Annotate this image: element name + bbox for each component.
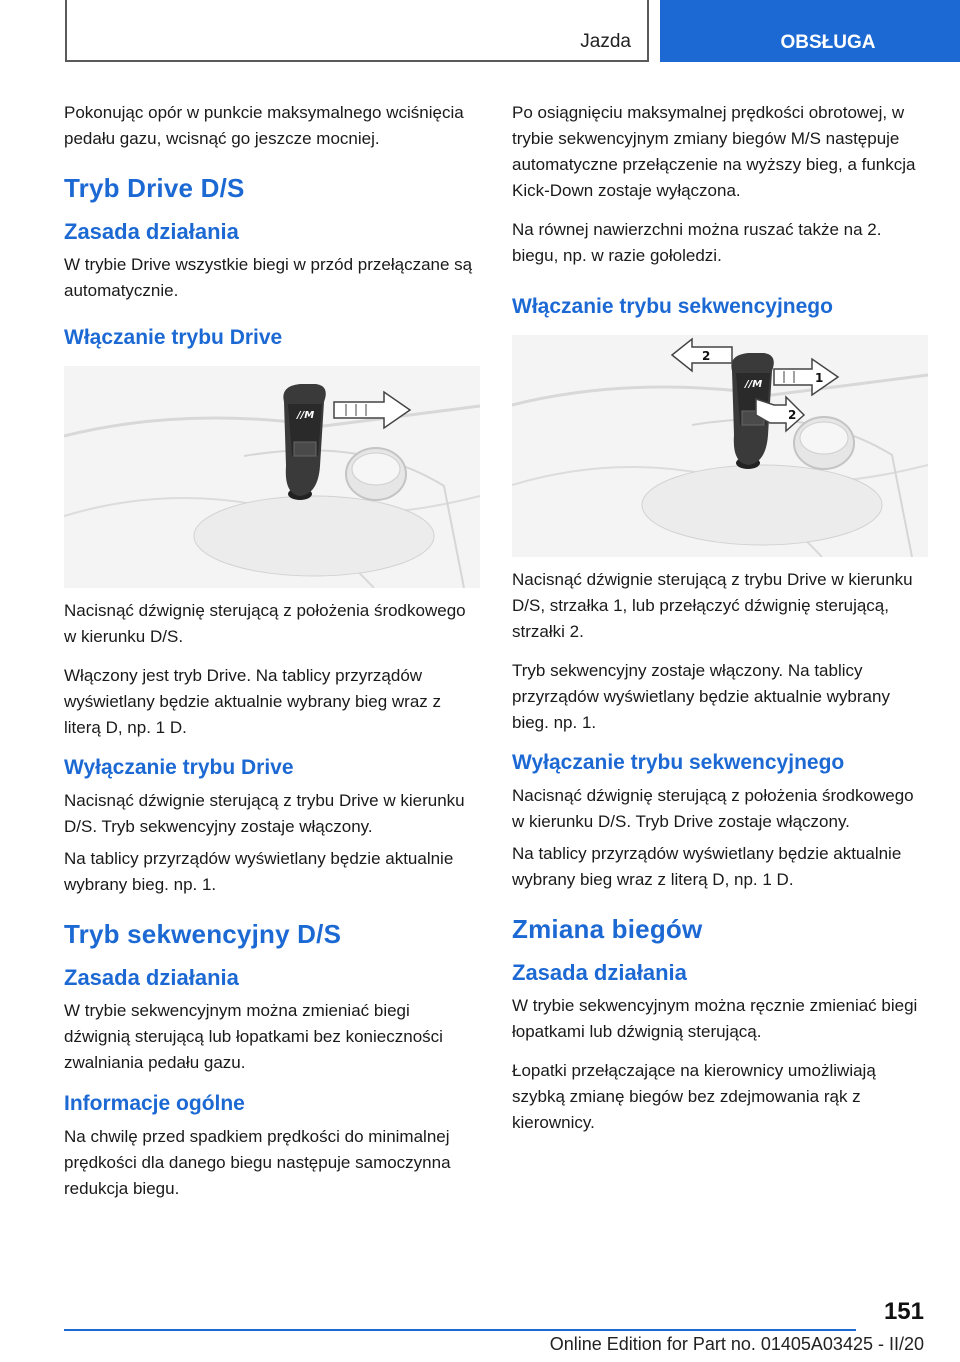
chapter-tab [660, 0, 960, 62]
page-number: 151 [883, 1298, 924, 1325]
paragraph: Na tablicy przyrządów wyświetlany będzie aktualnie wybrany bieg wraz z literą D, np. 1 D. [512, 844, 902, 889]
heading-principle: Zasada działania [64, 219, 239, 244]
paragraph: Nacisnąć dźwignie sterującą z trybu Drive w kierunku D/S, strzałka 1, lub przełączyć dźwignię sterującą, strzałki 2. [512, 570, 913, 641]
paragraph: W trybie sekwencyjnym można zmieniać biegi dźwignią sterującą lub łopatkami bez konieczności zwalniania pedału gazu. [64, 1001, 443, 1072]
footer-divider [64, 1329, 856, 1331]
paragraph: Na chwilę przed spadkiem prędkości do minimalnej prędkości dla danego biegu następuje samoczynna redukcja biegu. [64, 1127, 451, 1198]
heading-sequential-mode: Tryb sekwencyjny D/S [64, 919, 342, 949]
heading-gear-change: Zmiana biegów [512, 914, 703, 944]
heading-principle: Zasada działania [64, 965, 239, 990]
arrow-label-down: 2 [788, 408, 797, 422]
paragraph: Na tablicy przyrządów wyświetlany będzie aktualnie wybrany bieg. np. 1. [64, 849, 454, 894]
paragraph: Na równej nawierzchni można ruszać także na 2. biegu, np. w razie gołoledzi. [512, 220, 882, 265]
paragraph: Łopatki przełączające na kierownicy umożliwiają szybką zmianę biegów bez zdejmowania rąk z kierownicy. [512, 1061, 876, 1132]
arrow-label-right: 1 [815, 371, 824, 385]
paragraph: Tryb sekwencyjny zostaje włączony. Na tablicy przyrządów wyświetlany będzie aktualnie wybrany bieg. np. 1. [512, 661, 890, 732]
header-bar [65, 0, 649, 62]
svg-text://M: //M [745, 379, 763, 390]
paragraph: W trybie Drive wszystkie biegi w przód przełączane są automatycznie. [64, 255, 473, 300]
heading-activate-sequential: Włączanie trybu sekwencyjnego [512, 295, 833, 318]
drive-selector-figure [64, 366, 480, 588]
right-column [512, 100, 928, 1149]
heading-activate-drive: Włączanie trybu Drive [64, 326, 283, 349]
paragraph: Nacisnąć dźwignię sterującą z położenia środkowego w kierunku D/S. [64, 601, 466, 646]
paragraph: Nacisnąć dźwignie sterującą z trybu Drive w kierunku D/S. Tryb sekwencyjny zostaje włączony. [64, 791, 465, 836]
paragraph: Nacisnąć dźwignię sterującą z położenia środkowego w kierunku D/S. Tryb Drive zostaje włączony. [512, 786, 914, 831]
chapter-title: OBSŁUGA [780, 32, 876, 53]
footer-edition: Online Edition for Part no. 01405A03425 - II/20 [549, 1334, 924, 1354]
heading-deactivate-drive: Wyłączanie trybu Drive [64, 756, 294, 779]
heading-principle: Zasada działania [512, 960, 687, 985]
paragraph: Włączony jest tryb Drive. Na tablicy przyrządów wyświetlany będzie aktualnie wybrany bieg wraz z literą D, np. 1 D. [64, 666, 442, 737]
paragraph: W trybie sekwencyjnym można ręcznie zmieniać biegi łopatkami lub dźwignią sterującą. [512, 996, 918, 1041]
arrow-label-up: 2 [702, 349, 711, 363]
paragraph: Pokonując opór w punkcie maksymalnego wciśnięcia pedału gazu, wcisnąć go jeszcze mocniej. [64, 103, 464, 148]
heading-drive-mode: Tryb Drive D/S [64, 173, 245, 203]
sequential-selector-figure [512, 335, 928, 557]
section-title: Jazda [580, 31, 631, 52]
svg-text://M: //M [297, 410, 315, 421]
heading-general-info: Informacje ogólne [64, 1092, 245, 1115]
paragraph: Po osiągnięciu maksymalnej prędkości obrotowej, w trybie sekwencyjnym zmiany biegów M/S następuje automatyczne przełączenie na wyższy bieg, a funkcja Kick-Down zostaje wyłączona. [512, 103, 916, 200]
left-column [64, 100, 480, 1215]
heading-deactivate-sequential: Wyłączanie trybu sekwencyjnego [512, 751, 845, 774]
